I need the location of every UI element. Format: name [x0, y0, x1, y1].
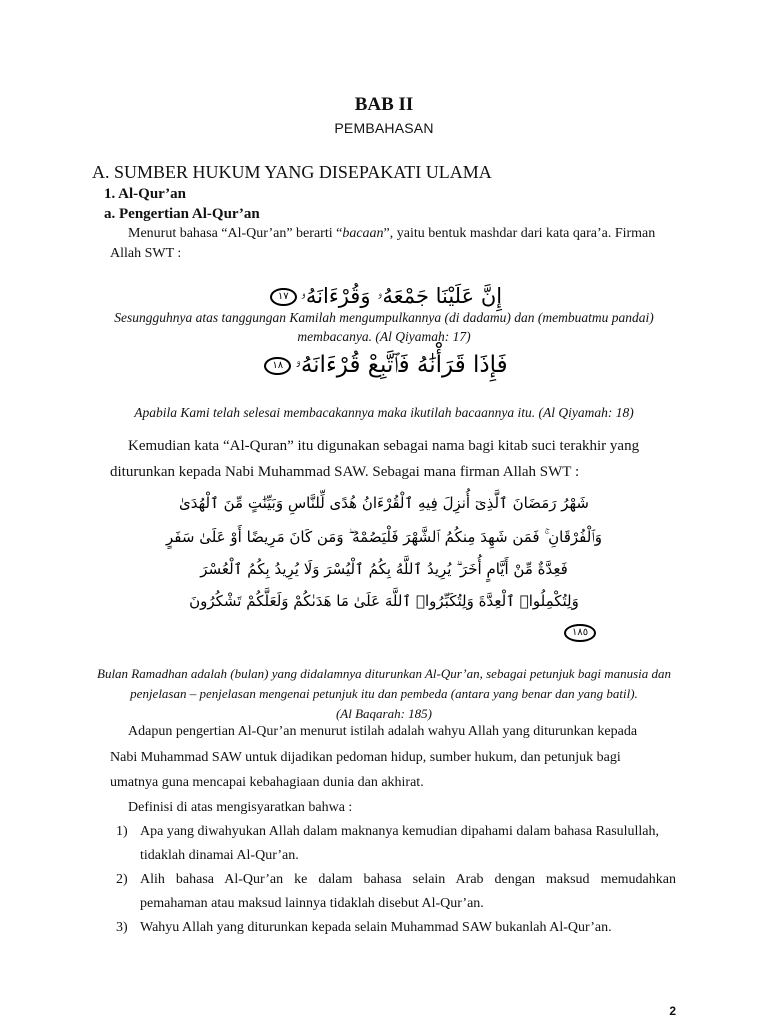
- arabic-verse-line: وَلِتُكْمِلُوا۟ ٱلْعِدَّةَ وَلِتُكَبِّرُوا۟ ٱللَّهَ عَلَىٰ مَا هَدَىٰكُمْ وَلَعَلَّكُمْ تَشْكُرُونَ: [189, 592, 579, 610]
- list-number: 3): [116, 920, 128, 935]
- text-run: Menurut bahasa “Al-Qur’an” berarti “: [128, 226, 343, 241]
- ayah-number-marker: ١٨٥: [564, 624, 596, 642]
- list-item-line: Apa yang diwahyukan Allah dalam maknanya kemudian dipahami dalam bahasa Rasulullah,: [140, 824, 660, 839]
- chapter-subtitle: PEMBAHASAN: [334, 120, 434, 136]
- arabic-text: فَإِذَا قَرَأْنَٰهُ فَٱتَّبِعْ قُرْءَانَهُۥ: [295, 352, 508, 378]
- list-item-line: tidaklah dinamai Al-Qur’an.: [140, 848, 299, 863]
- paragraph-line: Nabi Muhammad SAW untuk dijadikan pedoman hidup, sumber hukum, dan petunjuk bagi: [110, 750, 621, 765]
- list-item: [140, 820, 676, 868]
- verse-translation: Bulan Ramadhan adalah (bulan) yang didalamnya diturunkan Al-Qur’an, sebagai petunjuk bagi manusia dan: [97, 666, 671, 681]
- paragraph-line: Definisi di atas mengisyaratkan bahwa :: [128, 800, 353, 815]
- text-run: ”, yaitu bentuk mashdar dari kata qara’a. Firman: [383, 226, 656, 241]
- list-item: [140, 916, 676, 940]
- list-number: 2): [116, 872, 128, 887]
- list-item-line: Wahyu Allah yang diturunkan kepada selain Muhammad SAW bukanlah Al-Qur’an.: [140, 920, 612, 935]
- arabic-verse-end: [560, 624, 600, 642]
- verse-translation: (Al Baqarah: 185): [335, 706, 433, 721]
- verse-translation: Apabila Kami telah selesai membacakannya maka ikutilah bacaannya itu. (Al Qiyamah: 18): [134, 405, 634, 420]
- paragraph-line: Allah SWT :: [110, 246, 182, 261]
- verse-translation: penjelasan – penjelasan mengenai petunjuk itu dan pembeda (antara yang benar dan yang batil).: [130, 686, 638, 701]
- paragraph-line: Adapun pengertian Al-Qur’an menurut istilah adalah wahyu Allah yang diturunkan kepada: [128, 724, 638, 739]
- arabic-text: إِنَّ عَلَيْنَا جَمْعَهُۥ وَقُرْءَانَهُۥ: [300, 284, 503, 308]
- paragraph-line: Kemudian kata “Al-Quran” itu digunakan sebagai nama bagi kitab suci terakhir yang: [128, 438, 640, 454]
- arabic-verse-line: شَهْرُ رَمَضَانَ ٱلَّذِىٓ أُنزِلَ فِيهِ ٱلْقُرْءَانُ هُدًى لِّلنَّاسِ وَبَيِّنَٰتٍ مِّنَ ٱلْهُدَىٰ: [178, 494, 589, 512]
- ayah-number-marker: ١٧: [270, 288, 297, 306]
- verse-translation: membacanya. (Al Qiyamah: 17): [297, 329, 471, 344]
- list-item-line: pemahaman atau maksud lainnya tidaklah disebut Al-Qur’an.: [140, 896, 484, 911]
- arabic-verse-line: وَٱلْفُرْقَانِ ۚ فَمَن شَهِدَ مِنكُمُ ٱلشَّهْرَ فَلْيَصُمْهُ ۖ وَمَن كَانَ مَرِيضًا أَوْ عَلَىٰ سَفَرٍ: [166, 528, 602, 546]
- verse-translation: Sesungguhnya atas tanggungan Kamilah mengumpulkannya (di dadamu) dan (membuatmu pandai): [114, 310, 654, 325]
- page-number: 2: [669, 1004, 676, 1018]
- subsubsection-heading: a. Pengertian Al-Qur’an: [104, 206, 260, 222]
- chapter-title: BAB II: [354, 94, 414, 115]
- paragraph-line: diturunkan kepada Nabi Muhammad SAW. Sebagai mana firman Allah SWT :: [110, 464, 580, 480]
- list-item-line: Alih bahasa Al-Qur’an ke dalam bahasa selain Arab dengan maksud memudahkan: [140, 872, 676, 887]
- arabic-verse-line: فَعِدَّةٌ مِّنْ أَيَّامٍ أُخَرَ ۗ يُرِيدُ ٱللَّهُ بِكُمُ ٱلْيُسْرَ وَلَا يُرِيدُ بِكُمُ ٱلْعُسْرَ: [200, 560, 568, 578]
- paragraph-line: [128, 224, 676, 244]
- subsection-heading: 1. Al-Qur’an: [104, 186, 186, 202]
- arabic-verse: [0, 284, 768, 309]
- ayah-number-marker: ١٨: [264, 357, 291, 375]
- paragraph-line: umatnya guna mencapai kebahagiaan dunia dan akhirat.: [110, 775, 424, 790]
- list-number: 1): [116, 824, 128, 839]
- list-item: [140, 868, 676, 916]
- section-heading: A. SUMBER HUKUM YANG DISEPAKATI ULAMA: [92, 162, 492, 182]
- emphasis-text: bacaan: [342, 226, 384, 241]
- arabic-verse: [0, 352, 768, 378]
